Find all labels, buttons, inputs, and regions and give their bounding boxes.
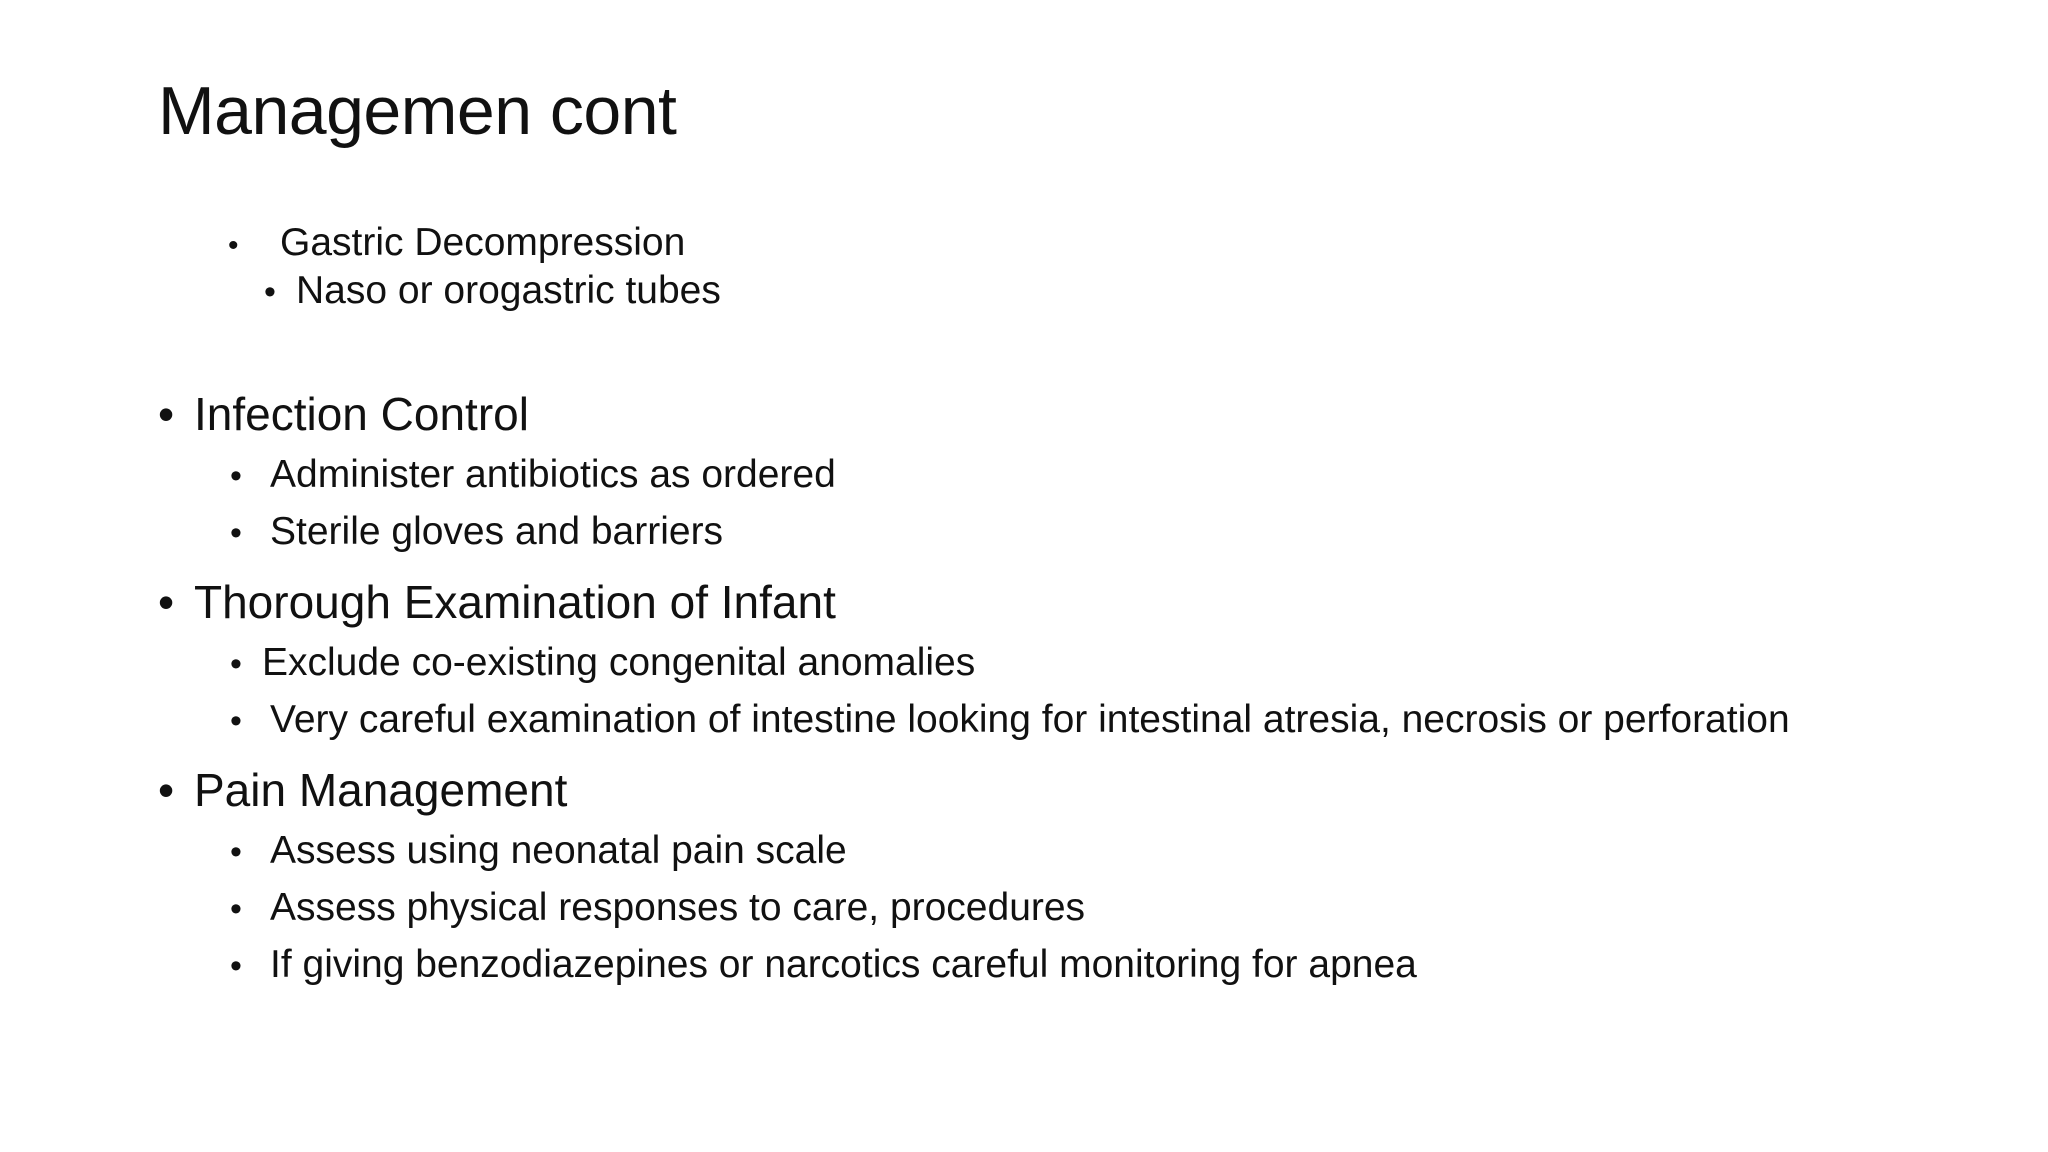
list-item-text: Exclude co-existing congenital anomalies xyxy=(262,641,976,684)
bullet-icon: • xyxy=(230,514,242,552)
slide-title: Managemen cont xyxy=(158,73,677,149)
bullet-icon: • xyxy=(264,273,276,311)
list-item-text: If giving benzodiazepines or narcotics careful monitoring for apnea xyxy=(270,943,1417,986)
list-item xyxy=(230,826,847,877)
list-item-naso-orogastric xyxy=(264,266,721,317)
bullet-icon: • xyxy=(230,833,242,871)
bullet-icon: • xyxy=(230,645,242,683)
section-heading-text: Pain Management xyxy=(194,764,568,816)
list-item-text: Gastric Decompression xyxy=(280,221,686,264)
list-item xyxy=(230,940,1417,991)
section-heading-text: Thorough Examination of Infant xyxy=(194,576,836,628)
list-item xyxy=(230,883,1085,934)
bullet-icon: • xyxy=(230,702,242,740)
list-item-text: Administer antibiotics as ordered xyxy=(270,453,836,496)
bullet-icon: • xyxy=(228,229,239,262)
section-heading-text: Infection Control xyxy=(194,388,529,440)
bullet-icon: • xyxy=(230,457,242,495)
bullet-icon: • xyxy=(158,388,175,440)
section-heading-thorough-examination xyxy=(158,574,836,630)
list-item-text: Assess physical responses to care, procedures xyxy=(270,886,1086,929)
bullet-icon: • xyxy=(158,576,175,628)
list-item xyxy=(230,450,836,501)
list-item-text: Assess using neonatal pain scale xyxy=(270,829,847,872)
section-heading-pain-management xyxy=(158,762,567,818)
list-item-gastric-decompression xyxy=(228,218,685,271)
list-item-text: Naso or orogastric tubes xyxy=(296,269,721,312)
list-item xyxy=(230,695,1790,746)
list-item-text: Sterile gloves and barriers xyxy=(270,510,724,553)
bullet-icon: • xyxy=(230,947,242,985)
bullet-icon: • xyxy=(230,890,242,928)
section-heading-infection-control xyxy=(158,386,529,442)
bullet-icon: • xyxy=(158,764,175,816)
list-item xyxy=(230,507,723,558)
list-item-text: Very careful examination of intestine looking for intestinal atresia, necrosis or perforation xyxy=(270,698,1790,741)
list-item xyxy=(230,638,975,689)
